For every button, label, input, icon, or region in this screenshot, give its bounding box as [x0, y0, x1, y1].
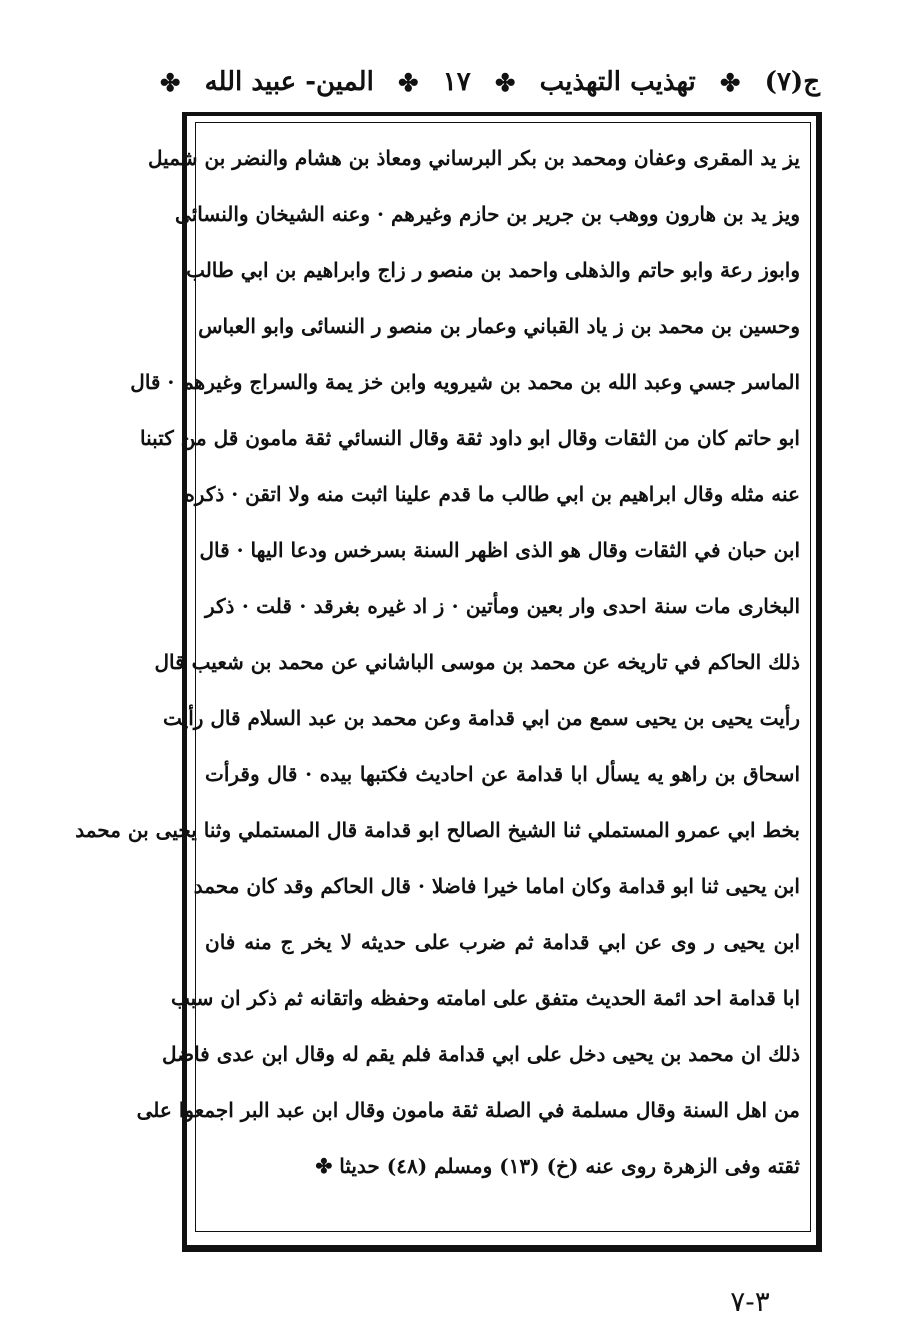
text-line: ذلك ان محمد بن يحيى دخل على ابي قدامة فلم يقم له وقال ابن عدى فاضل — [161, 1042, 800, 1066]
text-line: ثقته وفى الزهرة روى عنه (خ) (١٣) ومسلم (٤٨) حديثا ✤ — [315, 1154, 800, 1178]
text-line: ابو حاتم كان من الثقات وقال ابو داود ثقة وقال النسائي ثقة مامون قل من كتبنا — [140, 426, 800, 450]
book-title: تهذيب التهذيب — [539, 67, 696, 97]
text-line: اسحاق بن راهو يه يسأل ابا قدامة عن احاديث فكتبها بيده · قال وقرأت — [205, 762, 800, 786]
text-line: عنه مثله وقال ابراهيم بن ابي طالب ما قدم علينا اثبت منه ولا اتقن · ذكره — [184, 482, 800, 506]
text-line: ابن حبان في الثقات وقال هو الذى اظهر السنة بسرخس ودعا اليها · قال — [199, 538, 800, 562]
text-line: رأيت يحيى بن يحيى سمع من ابي قدامة وعن محمد بن عبد السلام قال رأيت — [163, 706, 800, 730]
text-line: وابوز رعة وابو حاتم والذهلى واحمد بن منصو ر زاج وابراهيم بن ابي طالب — [186, 258, 800, 282]
ornament-icon: ✤ — [160, 67, 181, 97]
footer-page-mark: ٣-٧ — [730, 1285, 770, 1318]
ornament-icon: ✤ — [720, 67, 741, 97]
text-line: ابن يحيى ثنا ابو قدامة وكان اماما خيرا فاضلا · قال الحاكم وقد كان محمد — [193, 874, 800, 898]
text-line: يز يد المقرى وعفان ومحمد بن بكر البرساني ومعاذ بن هشام والنضر بن شميل — [148, 146, 800, 170]
text-line: ابن يحيى ر وى عن ابي قدامة ثم ضرب على حديثه لا يخر ج منه فان — [205, 930, 800, 954]
entry-heading: المين- عبيد الله — [204, 67, 374, 97]
text-line: بخط ابي عمرو المستملي ثنا الشيخ الصالح ابو قدامة قال المستملي وثنا يحيى بن محمد — [75, 818, 800, 842]
text-line: الماسر جسي وعبد الله بن محمد بن شيرويه وابن خز يمة والسراج وغيرهم · قال — [130, 370, 800, 394]
running-header — [160, 62, 820, 102]
text-line: البخارى مات سنة احدى وار بعين ومأتين · ز اد غيره بغرقد · قلت · ذكر — [205, 594, 800, 618]
page-number: ١٧ — [442, 67, 471, 97]
ornament-icon: ✤ — [495, 67, 516, 97]
text-line: من اهل السنة وقال مسلمة في الصلة ثقة مامون وقال ابن عبد البر اجمعوا على — [136, 1098, 800, 1122]
body-text — [75, 130, 800, 1194]
text-line: ذلك الحاكم في تاريخه عن محمد بن موسى الباشاني عن محمد بن شعيب قال — [154, 650, 800, 674]
volume-label: ج(٧) — [764, 67, 820, 97]
ornament-icon: ✤ — [398, 67, 419, 97]
text-line: وحسين بن محمد بن ز ياد القباني وعمار بن منصو ر النسائى وابو العباس — [198, 314, 800, 338]
text-line: ويز يد بن هارون ووهب بن جرير بن حازم وغيرهم · وعنه الشيخان والنسائى — [175, 202, 800, 226]
text-line: ابا قدامة احد ائمة الحديث متفق على امامته وحفظه واتقانه ثم ذكر ان سبب — [170, 986, 800, 1010]
